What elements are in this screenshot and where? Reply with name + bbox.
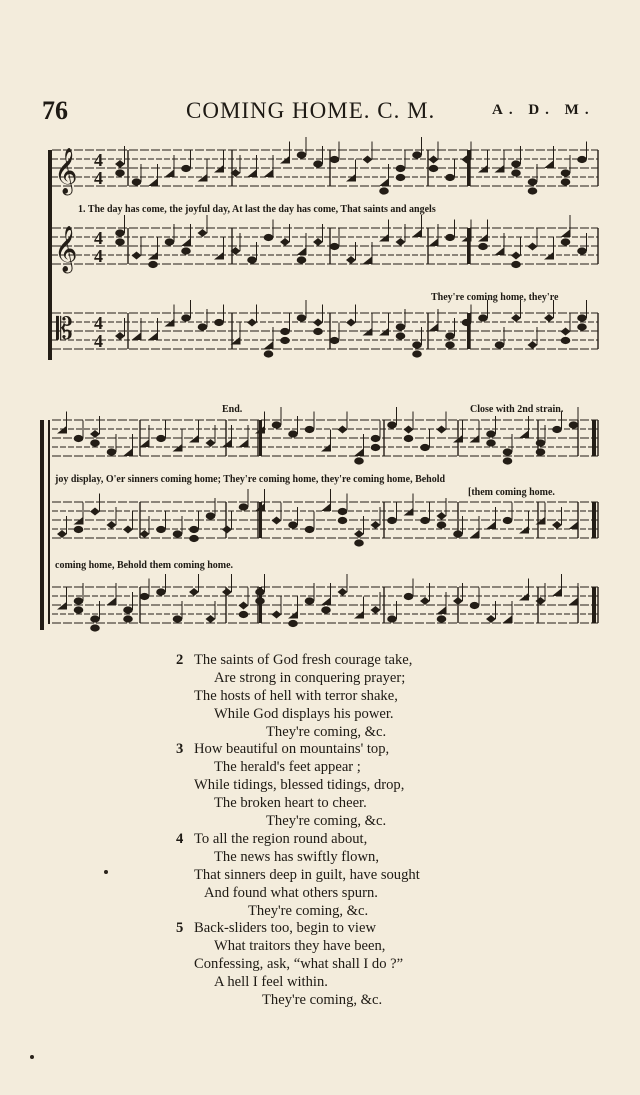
note-head bbox=[189, 535, 199, 542]
note-head-triangle bbox=[379, 178, 389, 186]
note-head-triangle bbox=[429, 238, 439, 246]
note-head-triangle bbox=[503, 615, 513, 623]
note-head bbox=[123, 606, 133, 613]
lyrics-line-bottom-2: coming home, Behold them coming home. bbox=[55, 560, 234, 571]
double-bar bbox=[467, 313, 470, 349]
note-head bbox=[528, 178, 538, 185]
note-head bbox=[561, 238, 571, 245]
note-head bbox=[140, 593, 150, 600]
time-signature-top: 4 bbox=[94, 150, 103, 170]
treble-clef: 𝄞 bbox=[54, 148, 78, 194]
note-head bbox=[470, 602, 480, 609]
note-head bbox=[90, 615, 100, 622]
note-head bbox=[429, 165, 439, 172]
note-head-diamond bbox=[404, 426, 414, 434]
note-head-triangle bbox=[321, 503, 331, 511]
note-head-diamond bbox=[272, 517, 282, 525]
note-head-diamond bbox=[536, 597, 546, 605]
stanza-line: Back-sliders too, begin to view bbox=[194, 920, 376, 936]
note-head bbox=[264, 234, 274, 241]
note-head bbox=[561, 178, 571, 185]
note-head-triangle bbox=[412, 229, 422, 237]
note-head bbox=[404, 593, 414, 600]
note-head bbox=[396, 323, 406, 330]
stanza-refrain: They're coming, &c. bbox=[262, 992, 383, 1008]
stanza-line: A hell I feel within. bbox=[214, 974, 328, 990]
treble-clef: 𝄞 bbox=[54, 226, 78, 272]
double-bar bbox=[467, 150, 470, 186]
note-head bbox=[536, 439, 546, 446]
note-head-diamond bbox=[528, 341, 538, 349]
lyrics-line-bottom-1b: [them coming home. bbox=[468, 487, 555, 498]
note-head-diamond bbox=[272, 611, 282, 619]
note-head bbox=[264, 350, 274, 357]
note-head bbox=[115, 238, 125, 245]
note-head bbox=[495, 341, 505, 348]
double-bar bbox=[259, 420, 262, 456]
note-head bbox=[330, 337, 340, 344]
note-head bbox=[404, 435, 414, 442]
system-brace bbox=[48, 150, 52, 360]
page-number: 76 bbox=[42, 96, 68, 125]
note-head-triangle bbox=[214, 165, 224, 173]
note-head bbox=[214, 319, 224, 326]
note-head bbox=[396, 174, 406, 181]
note-head bbox=[478, 314, 488, 321]
stanza-refrain: They're coming, &c. bbox=[266, 724, 387, 740]
note-head-triangle bbox=[486, 521, 496, 529]
note-head bbox=[189, 526, 199, 533]
note-head-diamond bbox=[396, 238, 406, 246]
stanza-line: Are strong in conquering prayer; bbox=[214, 670, 406, 686]
close-marker: Close with 2nd strain. bbox=[470, 404, 564, 415]
note-head bbox=[115, 169, 125, 176]
note-head bbox=[371, 435, 381, 442]
stanza-line: While tidings, blessed tidings, drop, bbox=[194, 777, 405, 793]
note-head bbox=[297, 314, 307, 321]
note-head-diamond bbox=[247, 319, 257, 327]
note-head-diamond bbox=[338, 426, 348, 434]
note-head-triangle bbox=[181, 238, 191, 246]
note-head-diamond bbox=[420, 597, 430, 605]
note-head bbox=[396, 165, 406, 172]
note-head bbox=[90, 624, 100, 631]
note-head bbox=[156, 526, 166, 533]
note-head bbox=[569, 421, 579, 428]
note-head-diamond bbox=[371, 606, 381, 614]
note-head bbox=[198, 323, 208, 330]
final-bar bbox=[592, 587, 596, 623]
note-head-diamond bbox=[437, 426, 447, 434]
time-signature-top: 4 bbox=[94, 313, 103, 333]
stanza-line: The saints of God fresh courage take, bbox=[194, 652, 413, 668]
note-head-diamond bbox=[189, 588, 199, 596]
stanza-line: How beautiful on mountains' top, bbox=[194, 741, 390, 757]
note-head-triangle bbox=[222, 439, 232, 447]
note-head-triangle bbox=[346, 174, 356, 182]
composer-initials: A. D. M. bbox=[492, 102, 595, 118]
note-head bbox=[74, 435, 84, 442]
hymn-title: COMING HOME. C. M. bbox=[186, 98, 436, 123]
note-head-triangle bbox=[107, 597, 117, 605]
note-head bbox=[305, 426, 315, 433]
note-head-diamond bbox=[528, 243, 538, 251]
stanza-line: The broken heart to cheer. bbox=[214, 795, 367, 811]
note-head-triangle bbox=[561, 229, 571, 237]
note-head bbox=[280, 337, 290, 344]
note-head-diamond bbox=[206, 615, 216, 623]
note-head-triangle bbox=[132, 332, 142, 340]
note-head bbox=[503, 457, 513, 464]
stanza-line: Confessing, ask, “what shall I do ?” bbox=[194, 956, 404, 972]
note-head bbox=[206, 512, 216, 519]
note-head bbox=[437, 615, 447, 622]
system-bracket-line bbox=[48, 420, 50, 624]
note-head-diamond bbox=[552, 521, 562, 529]
note-head-triangle bbox=[148, 332, 158, 340]
note-head bbox=[74, 606, 84, 613]
lyrics-line-top-2: They're coming home, they're bbox=[431, 292, 559, 303]
note-head-diamond bbox=[123, 526, 133, 534]
note-head bbox=[156, 588, 166, 595]
note-head-diamond bbox=[115, 332, 125, 340]
stanza-refrain: They're coming, &c. bbox=[248, 903, 369, 919]
note-head-diamond bbox=[313, 238, 323, 246]
note-head-diamond bbox=[313, 319, 323, 327]
note-head-triangle bbox=[140, 439, 150, 447]
stanza-line: That sinners deep in guilt, have sought bbox=[194, 867, 420, 883]
time-signature-bottom: 4 bbox=[94, 246, 103, 266]
lyrics-line-top-1: 1. The day has come, the joyful day, At last the day has come, That saints and angels bbox=[78, 204, 436, 215]
note-head-diamond bbox=[346, 256, 356, 264]
note-head-triangle bbox=[569, 597, 579, 605]
note-head-diamond bbox=[511, 314, 521, 322]
note-head bbox=[272, 421, 282, 428]
note-head bbox=[511, 160, 521, 167]
note-head bbox=[297, 256, 307, 263]
note-head bbox=[420, 517, 430, 524]
note-head-diamond bbox=[486, 615, 496, 623]
note-head-triangle bbox=[437, 606, 447, 614]
note-head bbox=[148, 261, 158, 268]
note-head bbox=[74, 597, 84, 604]
note-head-diamond bbox=[338, 588, 348, 596]
final-bar bbox=[592, 420, 596, 456]
note-head bbox=[371, 444, 381, 451]
note-head bbox=[420, 444, 430, 451]
note-head bbox=[445, 341, 455, 348]
note-head bbox=[503, 517, 513, 524]
note-head bbox=[288, 430, 298, 437]
note-head-diamond bbox=[90, 508, 100, 516]
note-head-triangle bbox=[297, 247, 307, 255]
note-head-diamond bbox=[206, 439, 216, 447]
note-head-diamond bbox=[511, 252, 521, 260]
note-head-diamond bbox=[354, 530, 364, 538]
note-head-triangle bbox=[148, 178, 158, 186]
note-head bbox=[445, 234, 455, 241]
note-head bbox=[511, 169, 521, 176]
note-head-diamond bbox=[115, 160, 125, 168]
note-head bbox=[173, 615, 183, 622]
note-head bbox=[181, 165, 191, 172]
note-head bbox=[239, 503, 249, 510]
time-signature-bottom: 4 bbox=[94, 168, 103, 188]
note-head bbox=[387, 615, 397, 622]
system-brace bbox=[40, 420, 44, 630]
note-head bbox=[321, 606, 331, 613]
note-head bbox=[280, 328, 290, 335]
note-head-diamond bbox=[57, 530, 67, 538]
note-head bbox=[297, 151, 307, 158]
note-head bbox=[445, 332, 455, 339]
note-head-diamond bbox=[453, 597, 463, 605]
note-head-triangle bbox=[321, 444, 331, 452]
note-head-diamond bbox=[437, 512, 447, 520]
note-head-diamond bbox=[544, 314, 554, 322]
stanza-number: 3 bbox=[176, 741, 184, 757]
note-head-diamond bbox=[140, 530, 150, 538]
time-signature-top: 4 bbox=[94, 228, 103, 248]
note-head bbox=[181, 314, 191, 321]
note-head-triangle bbox=[123, 448, 133, 456]
note-head-diamond bbox=[90, 430, 100, 438]
note-head bbox=[412, 341, 422, 348]
stanza-line: To all the region round about, bbox=[194, 831, 368, 847]
note-head bbox=[90, 439, 100, 446]
note-head bbox=[173, 530, 183, 537]
note-head bbox=[330, 156, 340, 163]
note-head-diamond bbox=[198, 229, 208, 237]
note-head bbox=[577, 247, 587, 254]
note-head bbox=[486, 430, 496, 437]
note-head bbox=[412, 151, 422, 158]
note-head-triangle bbox=[429, 323, 439, 331]
note-head-diamond bbox=[107, 521, 117, 529]
note-head-triangle bbox=[354, 611, 364, 619]
note-head bbox=[338, 508, 348, 515]
note-head bbox=[445, 174, 455, 181]
note-head-triangle bbox=[552, 588, 562, 596]
note-head-diamond bbox=[561, 328, 571, 336]
lyrics-line-bottom-1: joy display, O'er sinners coming home; They're coming home, they're coming home, Behold bbox=[55, 474, 446, 485]
note-head bbox=[577, 323, 587, 330]
note-head bbox=[255, 597, 265, 604]
note-head bbox=[288, 521, 298, 528]
note-head bbox=[247, 256, 257, 263]
note-head bbox=[577, 156, 587, 163]
stanza-number: 2 bbox=[176, 652, 184, 668]
note-head bbox=[412, 350, 422, 357]
print-speck bbox=[30, 1055, 34, 1059]
note-head-diamond bbox=[363, 156, 373, 164]
note-head bbox=[453, 530, 463, 537]
final-bar bbox=[592, 502, 596, 538]
c-clef: 𝄡 bbox=[56, 312, 73, 347]
note-head bbox=[478, 243, 488, 250]
note-head bbox=[239, 611, 249, 618]
note-head bbox=[528, 187, 538, 194]
note-head-diamond bbox=[239, 602, 249, 610]
note-head bbox=[156, 435, 166, 442]
note-head bbox=[74, 526, 84, 533]
stanza-number: 5 bbox=[176, 920, 184, 936]
note-head bbox=[354, 457, 364, 464]
time-signature-bottom: 4 bbox=[94, 331, 103, 351]
note-head-triangle bbox=[379, 328, 389, 336]
note-head-triangle bbox=[363, 256, 373, 264]
stanza-line: And found what others spurn. bbox=[204, 885, 378, 901]
note-head bbox=[330, 243, 340, 250]
stanza-line: What traitors they have been, bbox=[214, 938, 386, 954]
note-head bbox=[313, 160, 323, 167]
print-speck bbox=[104, 870, 108, 874]
note-head-diamond bbox=[429, 156, 439, 164]
note-head-triangle bbox=[519, 430, 529, 438]
note-head-diamond bbox=[222, 588, 232, 596]
note-head-triangle bbox=[264, 169, 274, 177]
note-head bbox=[305, 526, 315, 533]
stanza-line: The hosts of hell with terror shake, bbox=[194, 688, 398, 704]
stanza-line: While God displays his power. bbox=[214, 706, 394, 722]
note-head bbox=[338, 517, 348, 524]
double-bar bbox=[467, 228, 470, 264]
note-head-triangle bbox=[569, 521, 579, 529]
note-head-triangle bbox=[57, 426, 67, 434]
note-head bbox=[107, 448, 117, 455]
note-head bbox=[511, 261, 521, 268]
note-head-triangle bbox=[470, 530, 480, 538]
note-head-triangle bbox=[321, 597, 331, 605]
note-head bbox=[462, 319, 472, 326]
note-head bbox=[379, 187, 389, 194]
note-head bbox=[181, 247, 191, 254]
note-head bbox=[255, 588, 265, 595]
note-head-triangle bbox=[264, 341, 274, 349]
note-head bbox=[305, 597, 315, 604]
note-head-triangle bbox=[247, 169, 257, 177]
note-head-triangle bbox=[165, 169, 175, 177]
note-head bbox=[387, 421, 397, 428]
stanza-number: 4 bbox=[176, 831, 184, 847]
note-head bbox=[486, 439, 496, 446]
note-head bbox=[165, 238, 175, 245]
note-head bbox=[437, 521, 447, 528]
note-head-triangle bbox=[495, 247, 505, 255]
note-head bbox=[354, 539, 364, 546]
note-head bbox=[503, 448, 513, 455]
note-head bbox=[288, 620, 298, 627]
note-head bbox=[132, 178, 142, 185]
note-head bbox=[561, 169, 571, 176]
note-head bbox=[552, 426, 562, 433]
note-head bbox=[396, 332, 406, 339]
stanza-line: The news has swiftly flown, bbox=[214, 849, 379, 865]
note-head bbox=[313, 328, 323, 335]
note-head-triangle bbox=[478, 165, 488, 173]
note-head-diamond bbox=[132, 252, 142, 260]
note-head-diamond bbox=[371, 521, 381, 529]
note-head-triangle bbox=[544, 160, 554, 168]
note-head-triangle bbox=[354, 448, 364, 456]
end-marker: End. bbox=[222, 404, 243, 415]
note-head bbox=[577, 314, 587, 321]
stanza-line: The herald's feet appear ; bbox=[214, 759, 361, 775]
note-head-diamond bbox=[280, 238, 290, 246]
note-head bbox=[536, 448, 546, 455]
note-head bbox=[561, 337, 571, 344]
note-head bbox=[123, 615, 133, 622]
note-head bbox=[115, 229, 125, 236]
note-head-diamond bbox=[346, 319, 356, 327]
note-head-diamond bbox=[222, 526, 232, 534]
stanza-refrain: They're coming, &c. bbox=[266, 813, 387, 829]
note-head-triangle bbox=[239, 439, 249, 447]
note-head bbox=[387, 517, 397, 524]
